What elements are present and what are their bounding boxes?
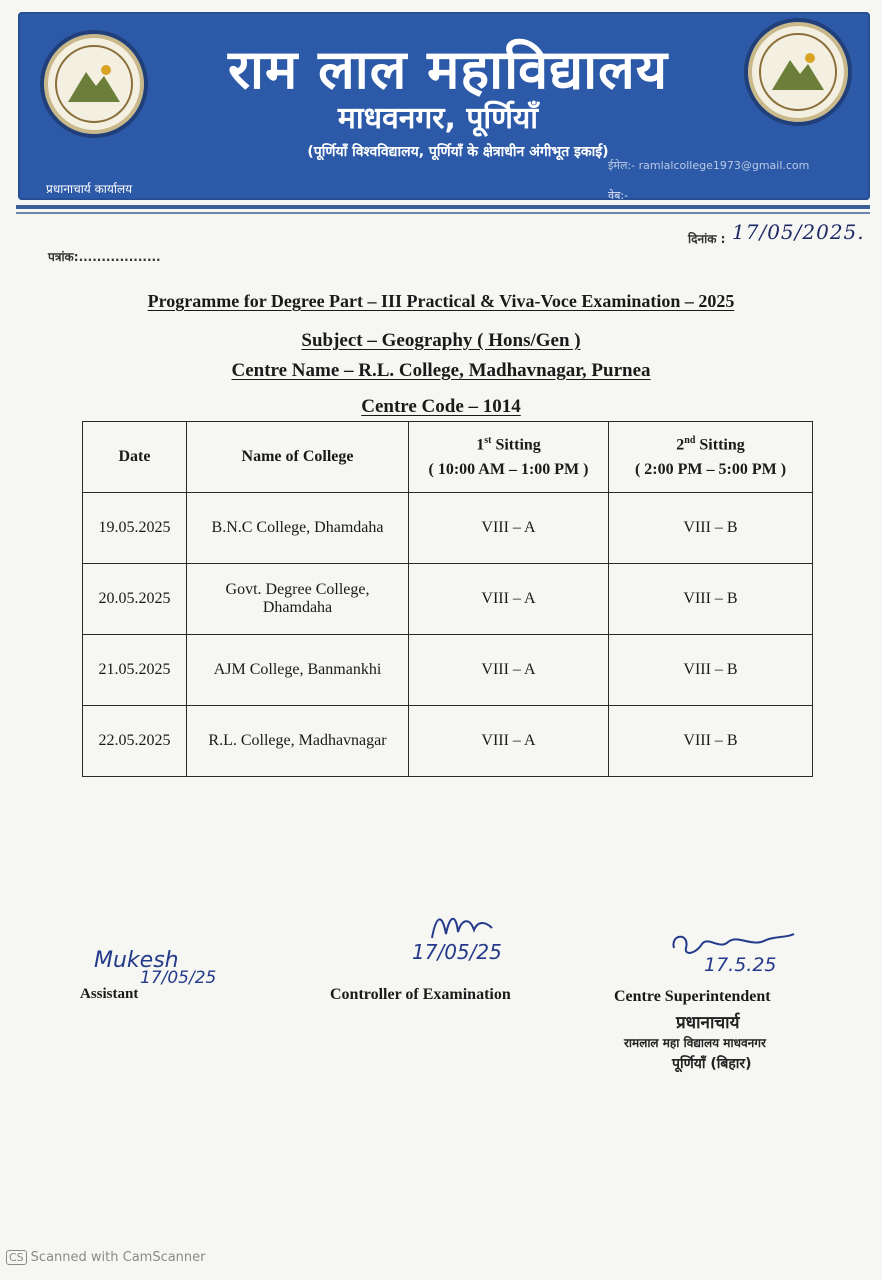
office-label: प्रधानाचार्य कार्यालय — [46, 182, 133, 196]
watermark-text: Scanned with CamScanner — [30, 1250, 206, 1265]
row-first-sitting: VIII – A — [409, 635, 609, 706]
header-first-sitting: 1st Sitting ( 10:00 AM – 1:00 PM ) — [409, 422, 609, 493]
principal-stamp-title: प्रधानाचार्य — [676, 1013, 740, 1033]
row-date: 21.05.2025 — [83, 635, 187, 706]
college-seal-icon — [744, 18, 852, 126]
date-label: दिनांक : — [688, 232, 726, 246]
header-college: Name of College — [187, 422, 409, 493]
centre-code-heading: Centre Code – 1014 — [361, 396, 521, 417]
superintendent-sign-date: 17.5.25 — [704, 954, 777, 976]
centre-name-heading: Centre Name – R.L. College, Madhavnagar, Purnea — [231, 360, 651, 381]
row-date: 22.05.2025 — [83, 706, 187, 777]
handwritten-date: 17/05/2025. — [732, 220, 865, 244]
email-line: ईमेल:- ramlalcollege1973@gmail.com — [608, 159, 810, 172]
controller-sign-date: 17/05/25 — [412, 940, 502, 964]
assistant-role: Assistant — [80, 986, 139, 1002]
camscanner-watermark — [6, 1250, 206, 1265]
superintendent-role: Centre Superintendent — [614, 988, 771, 1005]
college-place: माधवनगर, पूर्णियाँ — [337, 101, 539, 136]
row-second-sitting: VIII – B — [609, 635, 813, 706]
camscanner-logo-icon: CS — [6, 1250, 27, 1265]
controller-role: Controller of Examination — [330, 986, 511, 1003]
assistant-signature: Mukesh — [94, 948, 179, 973]
web-line: वेब:- — [608, 189, 629, 202]
row-college: B.N.C College, Dhamdaha — [187, 493, 409, 564]
row-first-sitting: VIII – A — [409, 706, 609, 777]
header-rule-thin — [16, 212, 870, 214]
header-date: Date — [83, 422, 187, 493]
row-first-sitting: VIII – A — [409, 564, 609, 635]
programme-heading: Programme for Degree Part – III Practical & Viva-Voce Examination – 2025 — [147, 291, 735, 311]
principal-stamp-college: रामलाल महा विद्यालय माधवनगर — [624, 1036, 766, 1050]
principal-stamp-place: पूर्णियाँ (बिहार) — [672, 1056, 752, 1072]
table-row — [83, 706, 813, 777]
row-second-sitting: VIII – B — [609, 493, 813, 564]
row-college: AJM College, Banmankhi — [187, 635, 409, 706]
assistant-sign-date: 17/05/25 — [140, 968, 217, 988]
row-second-sitting: VIII – B — [609, 706, 813, 777]
table-header-row — [83, 422, 813, 493]
header-second-sitting: 2nd Sitting ( 2:00 PM – 5:00 PM ) — [609, 422, 813, 493]
row-college: R.L. College, Madhavnagar — [187, 706, 409, 777]
table-row — [83, 493, 813, 564]
reference-number: पत्रांक:.................. — [48, 250, 161, 264]
header-rule — [16, 205, 870, 209]
row-date: 19.05.2025 — [83, 493, 187, 564]
table-row — [83, 564, 813, 635]
row-first-sitting: VIII – A — [409, 493, 609, 564]
college-name: राम लाल महाविद्यालय — [227, 38, 669, 101]
affiliation-line: (पूर्णियाँ विश्वविद्यालय, पूर्णियाँ के क्षेत्राधीन अंगीभूत इकाई) — [307, 144, 609, 160]
university-seal-icon — [40, 30, 148, 138]
row-college: Govt. Degree College, Dhamdaha — [187, 564, 409, 635]
subject-heading: Subject – Geography ( Hons/Gen ) — [301, 330, 581, 351]
row-date: 20.05.2025 — [83, 564, 187, 635]
letterhead-banner — [18, 12, 870, 200]
exam-schedule-table — [82, 421, 813, 777]
table-row — [83, 635, 813, 706]
row-second-sitting: VIII – B — [609, 564, 813, 635]
